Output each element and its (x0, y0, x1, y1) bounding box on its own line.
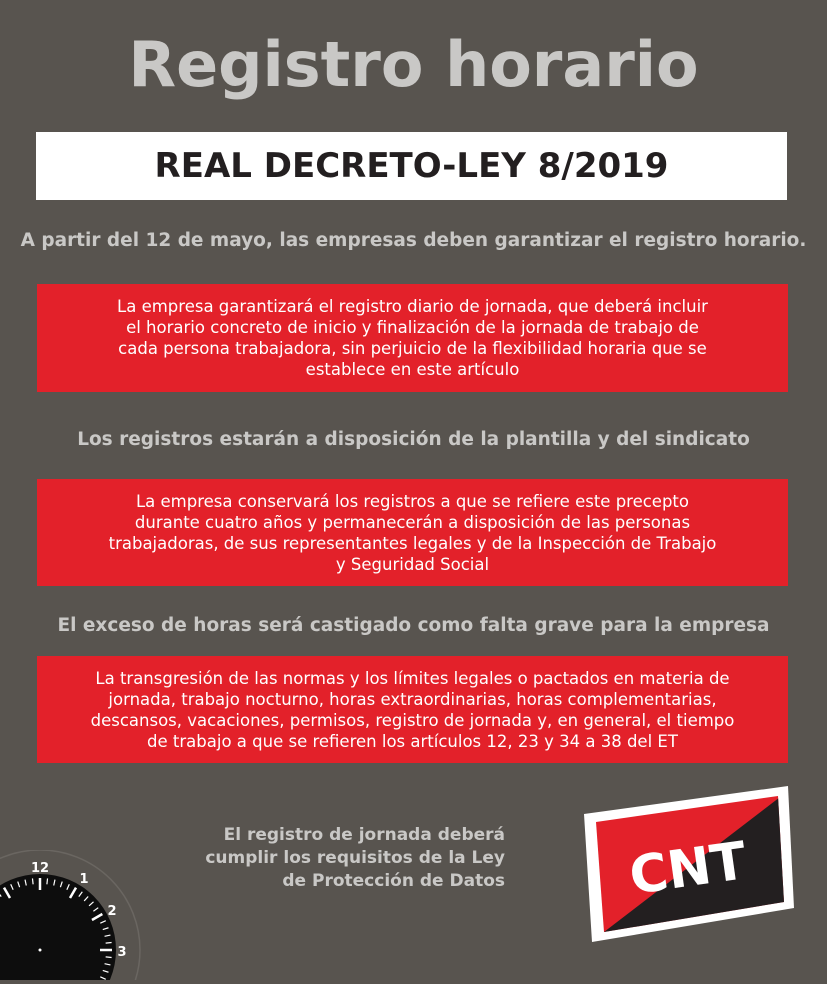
section-2-heading: Los registros estarán a disposición de la plantilla y del sindicato (77, 429, 750, 450)
decree-banner: REAL DECRETO-LEY 8/2019 (36, 132, 787, 200)
section-3-heading: El exceso de horas será castigado como falta grave para la empresa (57, 615, 770, 636)
clock-tick (47, 878, 48, 884)
section-1-line-2: el horario concreto de inicio y finalización de la jornada de trabajo de (126, 318, 699, 337)
clock-tick (106, 957, 112, 958)
clock-tick (32, 878, 33, 884)
section-1-line-1: La empresa garantizará el registro diario de jornada, que deberá incluir (117, 297, 708, 316)
clock-number-2: 2 (107, 904, 117, 919)
cnt-logo-icon (578, 784, 798, 948)
section-2-line-3: trabajadoras, de sus representantes legales y de la Inspección de Trabajo (108, 533, 717, 553)
section-3-line-1: La transgresión de las normas y los límites legales o pactados en materia de (95, 668, 730, 688)
footnote (170, 824, 505, 893)
footnote-line-3: de Protección de Datos (282, 871, 505, 891)
section-1-heading: A partir del 12 de mayo, las empresas deben garantizar el registro horario. (20, 230, 807, 251)
clock-number-1: 1 (79, 872, 89, 887)
section-3-line-4: de trabajo a que se refieren los artículos 12, 23 y 34 a 38 del ET (147, 731, 678, 751)
section-3-box (37, 656, 788, 763)
footnote-line-2: cumplir los requisitos de la Ley (205, 848, 505, 868)
clock-number-12: 12 (30, 861, 50, 876)
section-2-box (37, 479, 788, 586)
clock-tick (106, 942, 112, 943)
section-2-line-2: durante cuatro años y permanecerán a disposición de las personas (134, 512, 691, 532)
page-title: Registro horario (128, 28, 699, 101)
section-1-box (37, 284, 788, 392)
section-3-line-2: jornada, trabajo nocturno, horas extraordinarias, horas complementarias, (108, 689, 717, 709)
cnt-logo-text: CNT (625, 831, 751, 907)
section-1-line-4: establece en este artículo (305, 360, 520, 379)
clock-icon (0, 850, 150, 984)
clock-number-3: 3 (117, 945, 127, 960)
section-2-line-4: y Seguridad Social (335, 554, 490, 574)
section-3-line-3: descansos, vacaciones, permisos, registro de jornada y, en general, el tiempo (90, 710, 735, 730)
section-1-line-3: cada persona trabajadora, sin perjuicio de la flexibilidad horaria que se (118, 339, 707, 358)
footnote-line-1: El registro de jornada deberá (223, 825, 505, 845)
section-2-line-1: La empresa conservará los registros a que se refiere este precepto (135, 491, 690, 511)
